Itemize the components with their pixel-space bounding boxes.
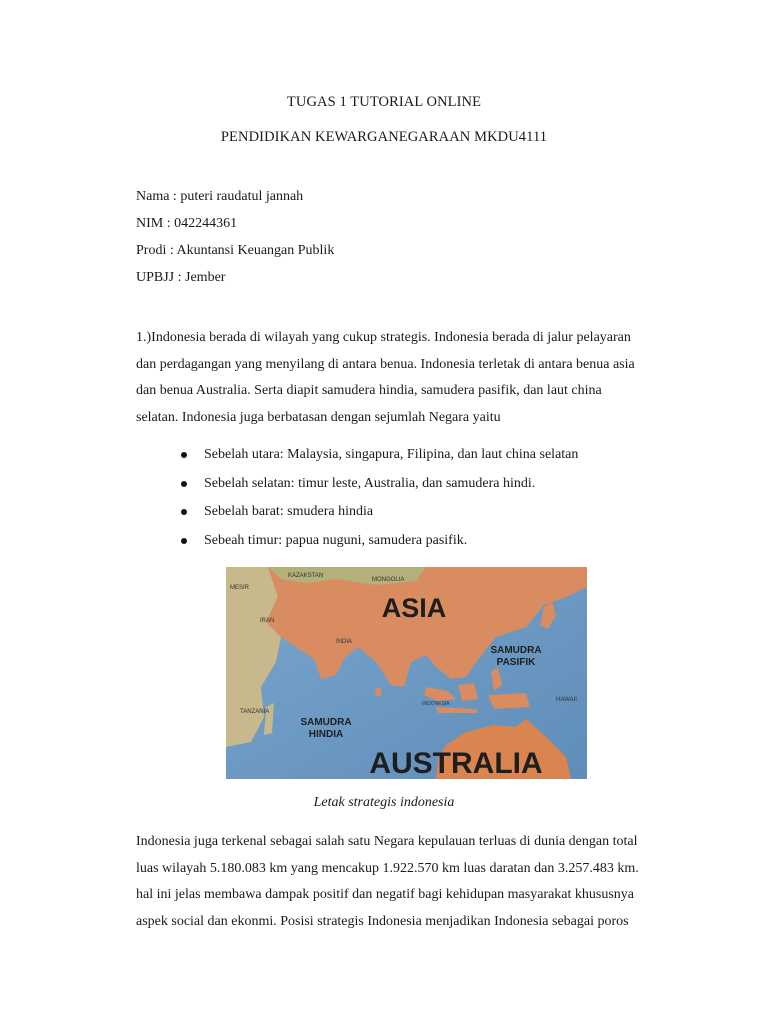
paragraph-line: dan benua Australia. Serta diapit samudera hindia, samudera pasifik, dan laut china — [136, 383, 602, 398]
samudra-hindia-label-1: SAMUDRA — [300, 717, 352, 728]
iran-label: IRAN — [260, 618, 275, 624]
map-image — [226, 567, 587, 779]
student-name: Nama : puteri raudatul jannah — [136, 189, 304, 204]
australia-label: AUSTRALIA — [369, 747, 543, 779]
samudra-hindia-label-2: HINDIA — [308, 729, 344, 740]
hawaii-label: HAWAII — [556, 697, 577, 703]
asia-australia-map — [226, 567, 587, 779]
list-item: Sebeah timur: papua nuguni, samudera pasifik. — [180, 530, 578, 559]
mongolia-label: MONGOLIA — [372, 577, 405, 583]
border-list — [180, 444, 578, 559]
paragraph-2 — [136, 829, 656, 935]
papua-island — [488, 693, 530, 709]
course-title: PENDIDIKAN KEWARGANEGARAAN MKDU4111 — [220, 129, 548, 145]
document-title: TUGAS 1 TUTORIAL ONLINE — [286, 94, 482, 110]
paragraph-line: aspek social dan ekonmi. Posisi strategis Indonesia menjadikan Indonesia sebagai poros — [136, 913, 629, 929]
student-prodi: Prodi : Akuntansi Keuangan Publik — [136, 243, 335, 258]
tanzania-label: TANZANIA — [240, 709, 270, 715]
paragraph-line: luas wilayah 5.180.083 km yang mencakup 1.922.570 km luas daratan dan 3.257.483 km. — [136, 860, 639, 876]
map-caption: Letak strategis indonesia — [313, 795, 455, 810]
samudra-pasifik-label-1: SAMUDRA — [490, 645, 542, 656]
list-item: Sebelah utara: Malaysia, singapura, Filipina, dan laut china selatan — [180, 444, 578, 473]
student-nim: NIM : 042244361 — [136, 216, 238, 231]
list-item: Sebelah barat: smudera hindia — [180, 501, 578, 530]
asia-label: ASIA — [381, 593, 447, 623]
samudra-pasifik-label-2: PASIFIK — [496, 657, 536, 668]
mesir-label: MESIR — [230, 585, 250, 591]
paragraph-line: dan perdagangan yang menyilang di antara benua. Indonesia terletak di antara benua asia — [136, 356, 635, 372]
paragraph-line: hal ini jelas membawa dampak positif dan negatif bagi kehidupan masyarakat khususnya — [136, 887, 635, 902]
india-label: INDIA — [336, 639, 353, 645]
list-item: Sebelah selatan: timur leste, Australia, dan samudera hindi. — [180, 473, 578, 502]
indonesia-label: INDONESIA — [422, 701, 450, 707]
paragraph-1 — [136, 325, 656, 431]
paragraph-line: selatan. Indonesia juga berbatasan dengan sejumlah Negara yaitu — [136, 409, 501, 425]
kazakstan-label: KAZAKSTAN — [288, 573, 324, 579]
paragraph-line: 1.)Indonesia berada di wilayah yang cukup strategis. Indonesia berada di jalur pelayaran — [136, 330, 631, 345]
student-upbjj: UPBJJ : Jember — [136, 270, 226, 285]
paragraph-line: Indonesia juga terkenal sebagai salah satu Negara kepulauan terluas di dunia dengan total — [136, 834, 638, 849]
